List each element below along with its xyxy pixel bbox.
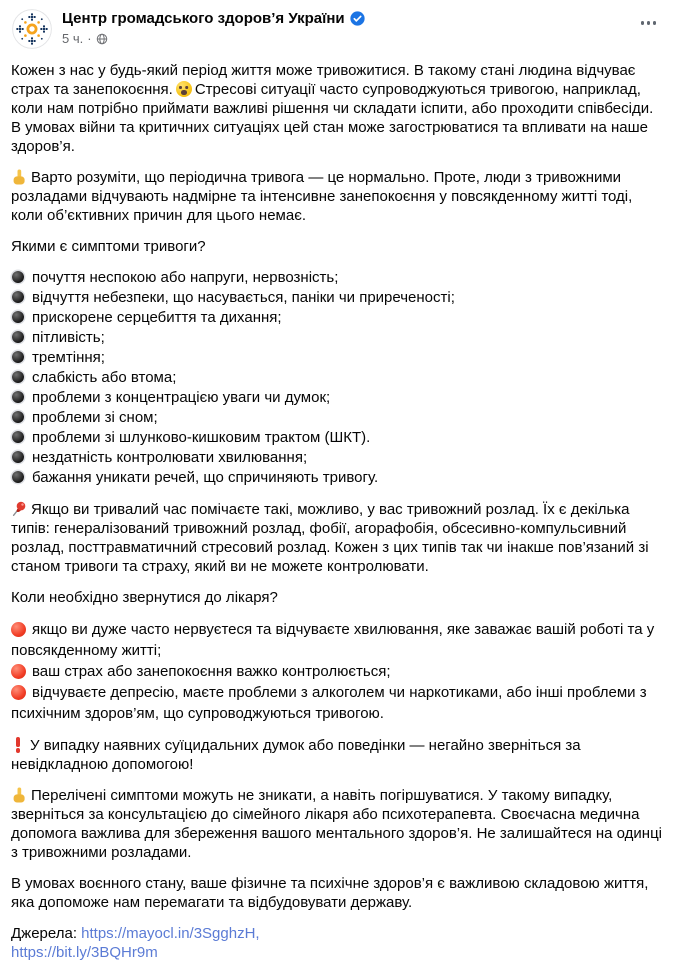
advice-paragraph: [11, 786, 663, 862]
black-circle-icon: [12, 371, 24, 383]
intro-paragraph: [11, 61, 663, 156]
sources-paragraph: [11, 924, 663, 962]
symptom-text: відчуття небезпеки, що насувається, паніки чи приреченості;: [32, 289, 455, 306]
doctor-sign-item: [11, 619, 663, 661]
black-circle-icon: [12, 431, 24, 443]
page-avatar[interactable]: [12, 9, 52, 49]
red-circle-icon: [11, 685, 26, 700]
red-exclamation-icon: [15, 737, 21, 753]
symptom-text: проблеми з концентрацією уваги чи думок;: [32, 389, 331, 406]
symptom-item: [11, 388, 663, 408]
more-options-button[interactable]: [635, 11, 663, 35]
source-link-2[interactable]: https://bit.ly/3BQHr9m: [11, 944, 158, 961]
symptom-item: [11, 428, 663, 448]
black-circle-icon: [12, 331, 24, 343]
warning-paragraph: [11, 736, 663, 774]
symptom-item: [11, 268, 663, 288]
pushpin-icon: [11, 501, 27, 517]
post-meta-row: [62, 31, 635, 46]
symptom-item: [11, 468, 663, 488]
symptom-item: [11, 348, 663, 368]
symptom-text: тремтіння;: [32, 349, 105, 366]
index-pointing-up-icon: [11, 787, 27, 803]
symptom-item: [11, 308, 663, 328]
symptom-item: [11, 328, 663, 348]
doctor-sign-text: якщо ви дуже часто нервуєтеся та відчуваєте хвилювання, яке заважає вашій роботі та у повсякденному житті;: [11, 621, 655, 659]
sources-label: Джерела:: [11, 925, 77, 942]
black-circle-icon: [12, 411, 24, 423]
post-timestamp[interactable]: 5 ч.: [62, 31, 84, 46]
symptom-text: прискорене серцебиття та дихання;: [32, 309, 282, 326]
black-circle-icon: [12, 311, 24, 323]
more-options-icon: [641, 21, 645, 25]
black-circle-icon: [12, 391, 24, 403]
symptom-item: [11, 408, 663, 428]
red-circle-icon: [11, 664, 26, 679]
symptom-text: пітливість;: [32, 329, 105, 346]
black-circle-icon: [12, 351, 24, 363]
symptom-text: бажання уникати речей, що спричиняють тривогу.: [32, 469, 379, 486]
globe-icon: [96, 33, 108, 45]
source-link-1[interactable]: https://mayocl.in/3SgghzH,: [81, 925, 260, 942]
closing-paragraph: В умовах воєнного стану, ваше фізичне та психічне здоров’я є важливою складовою життя, яка допоможе нам перемагати та відбудовувати державу.: [11, 875, 649, 911]
doctor-sign-text: ваш страх або занепокоєння важко контролюється;: [32, 663, 391, 680]
symptom-text: нездатність контролювати хвилювання;: [32, 449, 308, 466]
red-circle-icon: [11, 622, 26, 637]
doctor-sign-item: [11, 682, 663, 724]
doctor-sign-text: відчуваєте депресію, маєте проблеми з алкоголем чи наркотиками, або інші проблеми з психічним здоров’ям, що супроводжуються тривогою.: [11, 684, 647, 722]
types-paragraph: [11, 500, 663, 576]
black-circle-icon: [12, 451, 24, 463]
meta-separator: ·: [87, 31, 92, 46]
verified-badge-icon: [350, 11, 365, 26]
black-circle-icon: [12, 291, 24, 303]
symptoms-list: [11, 268, 663, 488]
doctor-signs-list: [11, 619, 663, 724]
intro-text-after: Стресові ситуації часто супроводжуються тривогою, наприклад, коли нам потрібно приймати важливі рішення чи складати іспити, або проходити співбесіди. В умовах війни та критичних ситуаціях цей стан може загострюватися та впливати на наше здоров’я.: [11, 81, 654, 155]
note-text: Варто розуміти, що періодична тривога — це нормально. Проте, люди з тривожними розладами відчувають надмірне та інтенсивне занепокоєння у повсякденному житті тоді, коли об’єктивних причин для цього немає.: [11, 169, 633, 224]
post-header: [0, 0, 676, 53]
symptoms-heading: Якими є симптоми тривоги?: [11, 238, 206, 255]
doctor-heading: Коли необхідно звернутися до лікаря?: [11, 589, 278, 606]
symptom-item: [11, 448, 663, 468]
types-text: Якщо ви тривалий час помічаєте такі, можливо, у вас тривожний розлад. Їх є декілька типів: генералізований тривожний розлад, фобії, агорафобія, обсесивно-компульсивний розлад, посттравматичний стресовий розлад. Кожен з цих типів так чи інакше пов’язаний зі станом тривоги та страху, який ви не можете контролювати.: [11, 501, 649, 575]
post-content: [0, 53, 676, 968]
index-pointing-up-icon: [11, 169, 27, 185]
symptom-item: [11, 368, 663, 388]
page-name[interactable]: Центр громадського здоров’я України: [62, 10, 345, 27]
symptom-text: проблеми зі шлунково-кишковим трактом (ШКТ).: [32, 429, 371, 446]
header-meta: [62, 9, 635, 46]
symptom-item: [11, 288, 663, 308]
black-circle-icon: [12, 271, 24, 283]
symptom-text: почуття неспокою або напруги, нервозність;: [32, 269, 339, 286]
doctor-sign-item: [11, 661, 663, 682]
advice-text: Перелічені симптоми можуть не зникати, а навіть погіршуватися. У такому випадку, зверніться за консультацією до сімейного лікаря або психотерапевта. Своєчасна медична допомога важлива для збереження вашого ментального здоров’я. Не залишайтеся на одинці з тривожними розладами.: [11, 787, 663, 861]
symptom-text: слабкість або втома;: [32, 369, 177, 386]
black-circle-icon: [12, 471, 24, 483]
note-paragraph: [11, 168, 663, 225]
warning-text: У випадку наявних суїцидальних думок або поведінки — негайно зверніться за невідкладною допомогою!: [11, 737, 581, 773]
intro-text-before: Кожен з нас у будь-який період життя може тривожитися. В такому стані людина відчуває страх та занепокоєння.: [11, 62, 636, 98]
anguished-face-icon: [176, 81, 192, 97]
symptom-text: проблеми зі сном;: [32, 409, 158, 426]
